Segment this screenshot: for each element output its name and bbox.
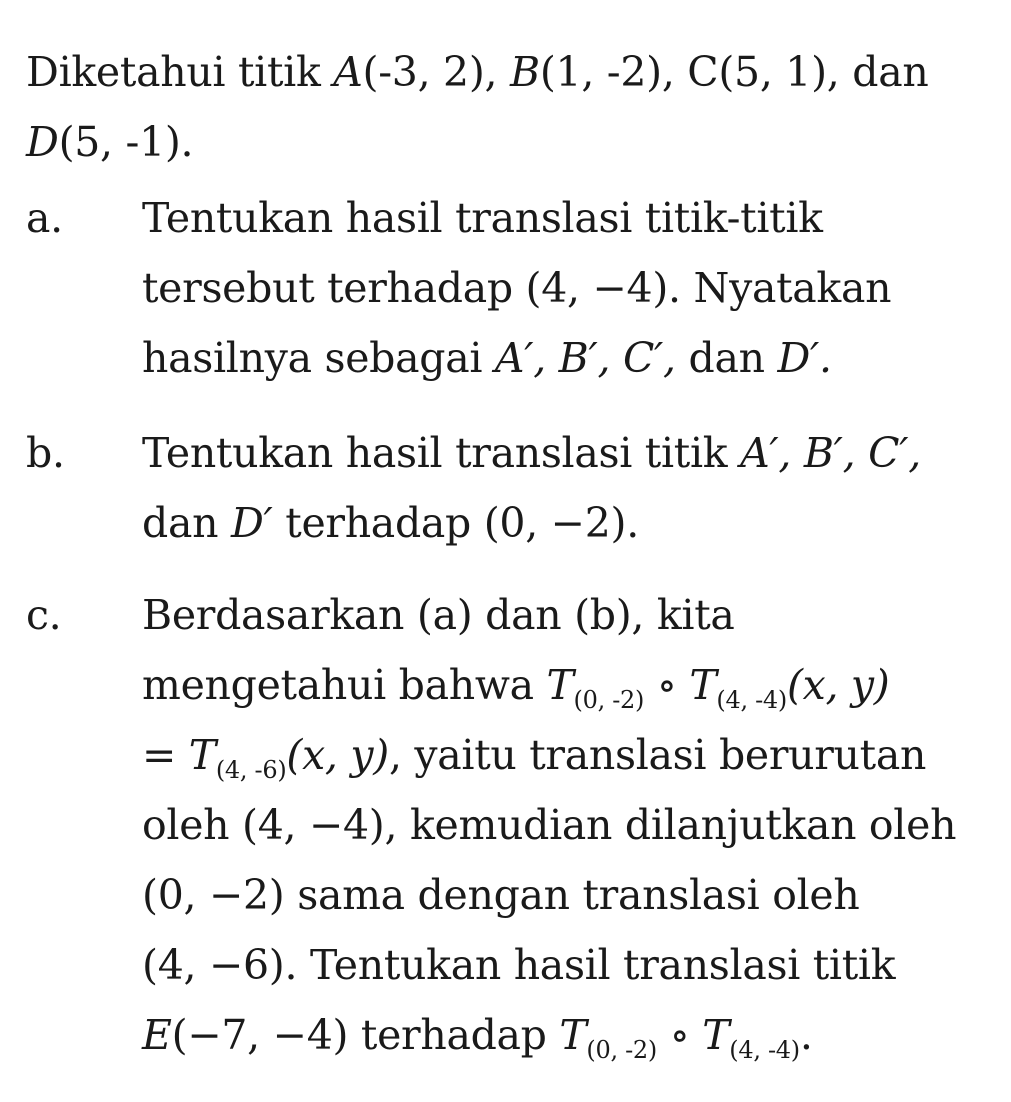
part-a-line-1: Tentukan hasil translasi titik-titik [142,194,823,242]
part-c-line-1: Berdasarkan (a) dan (b), kita [142,591,735,639]
part-a-line-3: hasilnya sebagai A′, B′, C′, dan D′. [142,334,832,382]
part-c-line-6: (4, −6). Tentukan hasil translasi titik [142,941,896,989]
part-c-line-3: = $T_{(4, -6)}(x$, y), yaitu translasi berurutan [142,731,927,784]
intro-line-2: D(5, -1). [26,118,194,166]
part-c-line-5: (0, −2) sama dengan translasi oleh [142,871,860,919]
part-b-label: b. [26,429,65,477]
part-c-line-7: E(−7, −4) terhadap $T_{(0, -2)}$ ∘ $T_{(4, -4)}$. [142,1011,813,1064]
part-b-line-2: dan D′ terhadap (0, −2). [142,499,639,547]
part-a-label: a. [26,194,63,242]
part-c-line-2: mengetahui bahwa $T_{(0, -2)}$ ∘ $T_{(4, -4)}(x$, y) [142,661,890,714]
part-c-label: c. [26,591,62,639]
part-c-line-4: oleh (4, −4), kemudian dilanjutkan oleh [142,801,957,849]
part-a-line-2: tersebut terhadap (4, −4). Nyatakan [142,264,892,312]
part-b-line-1: Tentukan hasil translasi titik A′, B′, C′, [142,429,921,477]
intro-line-1: Diketahui titik A(-3, 2), B(1, -2), C(5, 1), dan [26,48,929,96]
